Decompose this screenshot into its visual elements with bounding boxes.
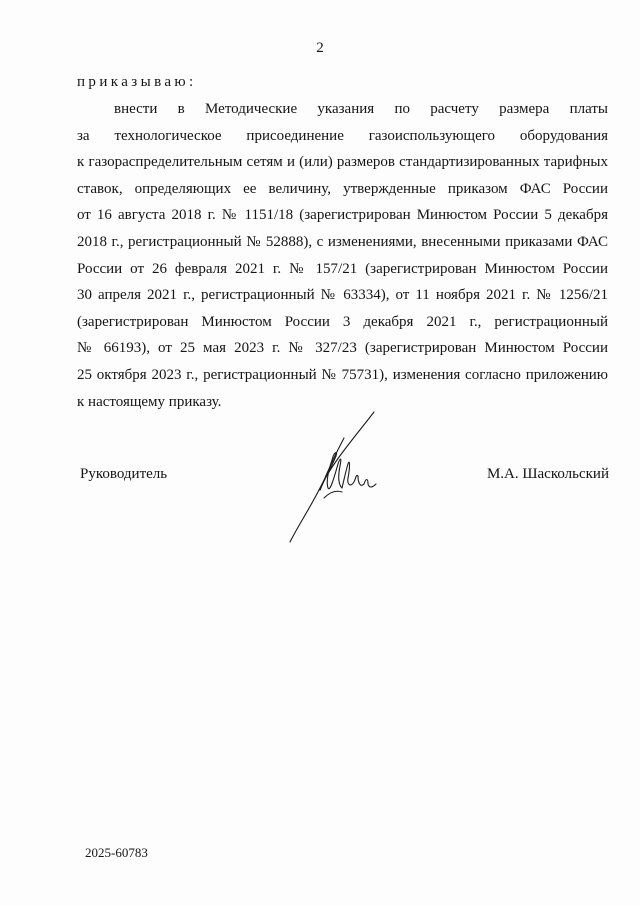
body-line: к газораспределительным сетям и (или) размеров стандартизированных тарифных xyxy=(77,154,608,171)
signer-name: М.А. Шаскольский xyxy=(486,466,609,482)
body-line: 25 октября 2023 г., регистрационный № 75731), изменения согласно приложению xyxy=(77,366,608,383)
body-line: от 16 августа 2018 г. № 1151/18 (зарегистрирован Минюстом России 5 декабря xyxy=(77,207,608,224)
signer-title: Руководитель xyxy=(80,466,168,482)
page-number: 2 xyxy=(316,40,324,56)
body-line: внести в Методические указания по расчету размера платы xyxy=(114,101,608,117)
body-line: России от 26 февраля 2021 г. № 157/21 (зарегистрирован Минюстом России xyxy=(77,260,608,277)
handwritten-signature-icon xyxy=(284,408,384,544)
order-body xyxy=(77,96,608,415)
body-line: 2018 г., регистрационный № 52888), с изменениями, внесенными приказами ФАС xyxy=(77,233,608,250)
body-line: за технологическое присоединение газоиспользующего оборудования xyxy=(77,127,608,144)
body-line: 30 апреля 2021 г., регистрационный № 63334), от 11 ноября 2021 г. № 1256/21 xyxy=(77,287,608,304)
body-line: ставок, определяющих ее величину, утвержденные приказом ФАС России xyxy=(77,180,608,197)
order-word: приказываю: xyxy=(77,74,197,90)
body-line: № 66193), от 25 мая 2023 г. № 327/23 (зарегистрирован Минюстом России xyxy=(77,340,608,357)
body-line: к настоящему приказу. xyxy=(77,393,222,410)
body-line: (зарегистрирован Минюстом России 3 декабря 2021 г., регистрационный xyxy=(77,313,608,330)
document-number: 2025-60783 xyxy=(85,845,148,860)
